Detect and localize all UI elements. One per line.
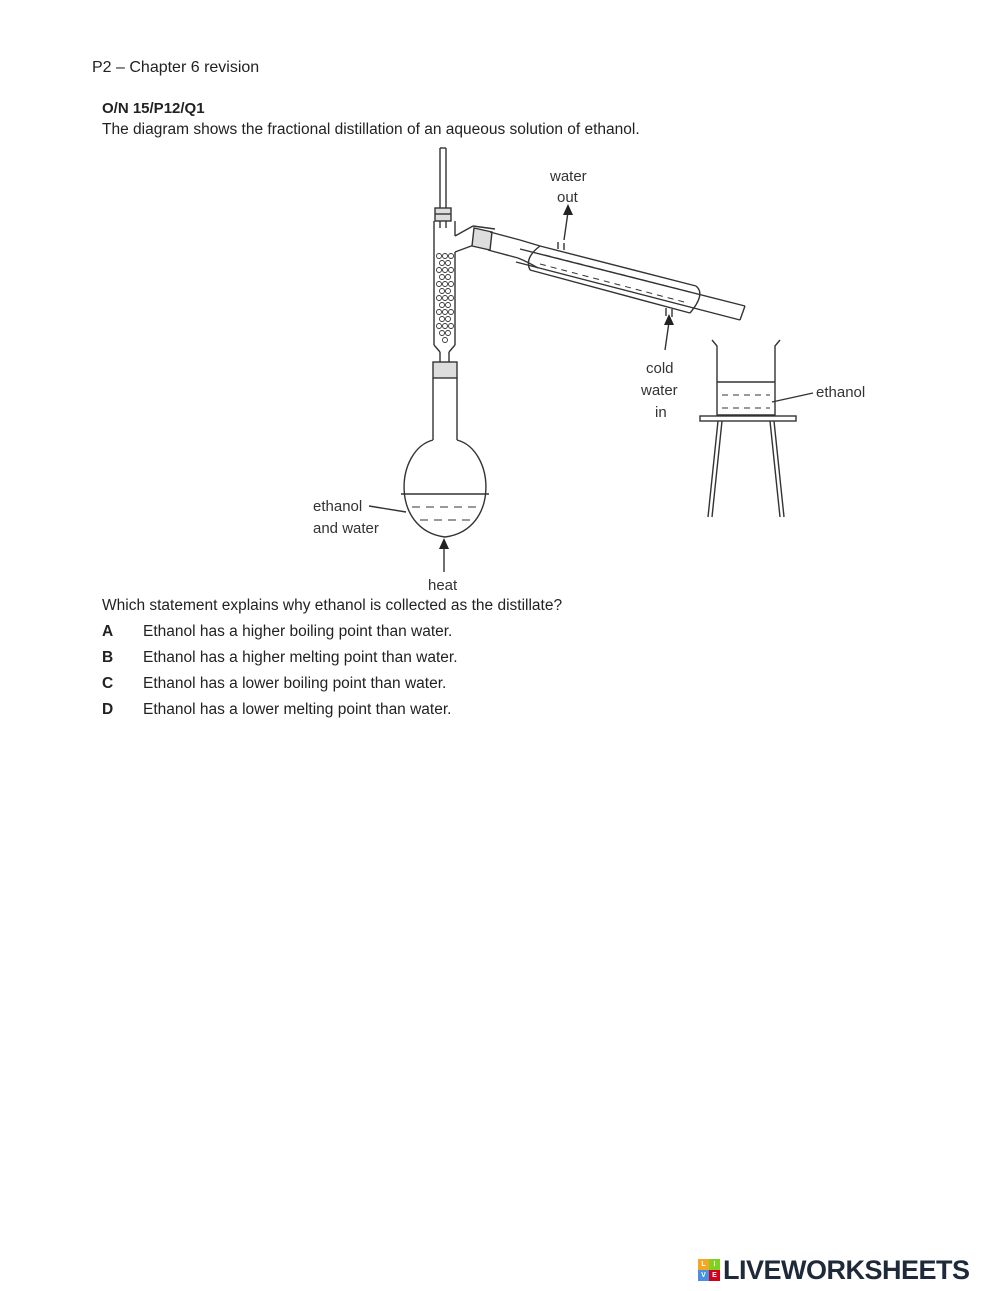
question-intro: The diagram shows the fractional distillation of an aqueous solution of ethanol. (102, 121, 640, 138)
option-text: Ethanol has a higher boiling point than water. (143, 623, 453, 640)
label-mix-2: and water (313, 520, 379, 537)
condenser (488, 232, 745, 320)
tripod-stand (700, 416, 796, 517)
question-id: O/N 15/P12/Q1 (102, 100, 205, 117)
option-a (102, 623, 452, 641)
round-bottom-flask (401, 378, 489, 537)
label-ethanol: ethanol (816, 384, 866, 401)
option-letter: A (102, 623, 114, 640)
logo-icon (698, 1259, 720, 1281)
question-prompt: Which statement explains why ethanol is collected as the distillate? (102, 597, 563, 614)
option-d (102, 701, 451, 719)
glass-beads (437, 254, 454, 343)
label-water-out-2: out (557, 189, 578, 206)
logo-icon-l: L (698, 1259, 709, 1270)
distillation-diagram (0, 0, 1000, 600)
option-letter: C (102, 675, 114, 692)
logo-text: LIVEWORKSHEETS (723, 1254, 970, 1285)
label-cold-1: cold (646, 360, 674, 377)
option-c (102, 675, 446, 693)
flask-stopper (433, 362, 457, 378)
logo-icon-e: E (709, 1270, 720, 1281)
page-header: P2 – Chapter 6 revision (92, 59, 260, 76)
beaker-liquid (722, 395, 770, 408)
top-stopper (435, 208, 451, 221)
label-mix-1: ethanol (313, 498, 363, 515)
mix-leader (369, 506, 406, 512)
option-b (102, 649, 458, 667)
option-letter: D (102, 701, 114, 718)
ethanol-leader (772, 393, 813, 402)
label-cold-2: water (641, 382, 678, 399)
option-text: Ethanol has a lower boiling point than water. (143, 675, 447, 692)
option-letter: B (102, 649, 114, 666)
logo-icon-v: V (698, 1270, 709, 1281)
option-text: Ethanol has a lower melting point than water. (143, 701, 452, 718)
liveworksheets-logo (698, 1255, 970, 1285)
cold-water-in-arrow (665, 322, 669, 350)
label-heat: heat (428, 577, 458, 594)
option-text: Ethanol has a higher melting point than water. (143, 649, 458, 666)
flask-liquid (412, 507, 480, 520)
label-water-out-1: water (550, 168, 587, 185)
side-arm (455, 226, 495, 252)
logo-icon-i: I (709, 1259, 720, 1270)
beaker (712, 340, 780, 415)
label-cold-3: in (655, 404, 667, 421)
water-out-arrow (564, 212, 568, 240)
